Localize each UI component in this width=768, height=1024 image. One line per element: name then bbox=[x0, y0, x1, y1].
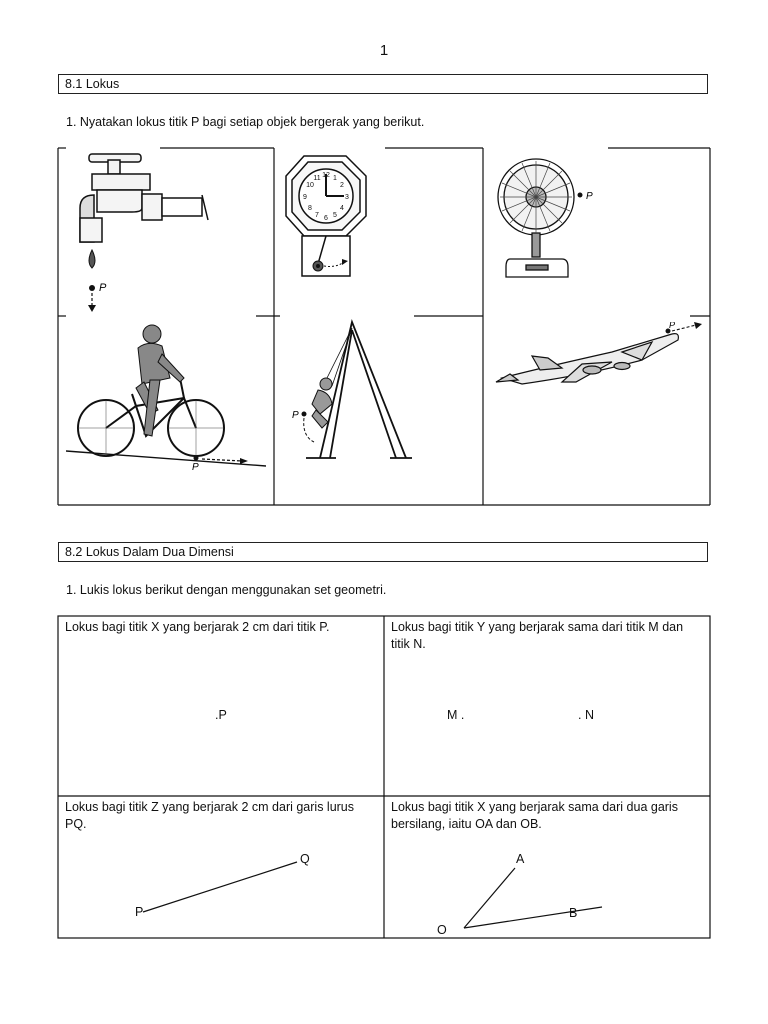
page-number: 1 bbox=[379, 42, 389, 59]
line-ob bbox=[464, 907, 602, 928]
point-p-label: .P bbox=[215, 708, 227, 722]
point-o-label: O bbox=[437, 923, 447, 937]
clock-number: 3 bbox=[345, 194, 349, 201]
cell-x-from-p-text: Lokus bagi titik X yang berjarak 2 cm dari titik P. bbox=[65, 620, 330, 634]
cell-x-between-lines-text: Lokus bagi titik X yang berjarak sama dari dua garis bersilang, iaitu OA dan OB. bbox=[391, 800, 678, 831]
point-p-label: P bbox=[99, 282, 107, 294]
section-header-8-1: 8.1 Lokus bbox=[58, 74, 708, 94]
clock-number: 1 bbox=[333, 175, 337, 182]
clock-number: 9 bbox=[303, 194, 307, 201]
point-p-label: P bbox=[669, 322, 676, 330]
clock-number: 11 bbox=[313, 175, 321, 182]
cell-y-equidistant-text: Lokus bagi titik Y yang berjarak sama dari titik M dan titik N. bbox=[391, 620, 684, 651]
point-m-label: M . bbox=[447, 708, 465, 722]
clock-number: 6 bbox=[324, 215, 328, 222]
point-a-label: A bbox=[516, 852, 525, 866]
point-p-label: P bbox=[192, 462, 199, 472]
point-b-label: B bbox=[569, 906, 578, 920]
clock-number: 4 bbox=[340, 205, 344, 212]
cell-z-from-line-text: Lokus bagi titik Z yang berjarak 2 cm dari garis lurus PQ. bbox=[65, 800, 355, 831]
question-8-2: 1. Lukis lokus berikut dengan menggunakan set geometri. bbox=[66, 583, 387, 597]
point-p-label: P bbox=[135, 905, 144, 919]
clock-number: 12 bbox=[322, 172, 330, 179]
clock-number: 7 bbox=[315, 212, 319, 219]
clock-number: 8 bbox=[308, 205, 312, 212]
point-n-label: . N bbox=[578, 708, 594, 722]
point-p-label: P bbox=[586, 191, 593, 202]
question-8-1: 1. Nyatakan lokus titik P bagi setiap objek bergerak yang berikut. bbox=[66, 115, 425, 129]
section-header-8-2: 8.2 Lokus Dalam Dua Dimensi bbox=[58, 542, 708, 562]
clock-number: 2 bbox=[340, 182, 344, 189]
clock-number: 5 bbox=[333, 212, 337, 219]
clock-number: 10 bbox=[306, 182, 314, 189]
line-pq bbox=[143, 862, 297, 912]
point-p-label: P bbox=[292, 410, 299, 421]
line-oa bbox=[464, 868, 515, 928]
point-q-label: Q bbox=[300, 852, 310, 866]
